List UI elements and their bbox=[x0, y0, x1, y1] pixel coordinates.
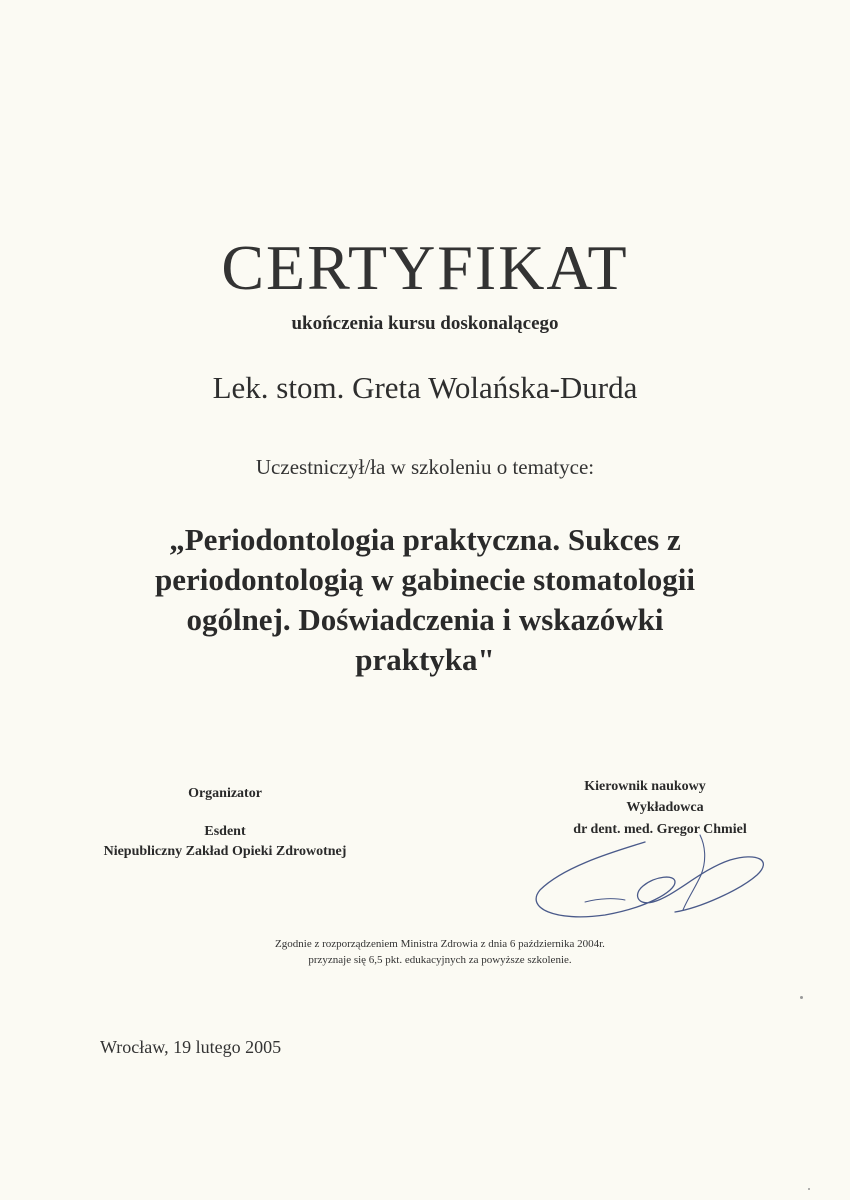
paper-speck bbox=[808, 1188, 810, 1190]
scientific-director-label: Kierownik naukowy bbox=[584, 779, 706, 794]
certificate-title: CERTYFIKAT bbox=[221, 232, 629, 303]
course-topic bbox=[110, 520, 740, 680]
lecturer-name: dr dent. med. Gregor Chmiel bbox=[573, 822, 747, 837]
course-topic-line: periodontologią w gabinecie stomatologii bbox=[155, 562, 695, 597]
signature-stroke bbox=[536, 842, 763, 917]
points-note: przyznaje się 6,5 pkt. edukacyjnych za powyższe szkolenie. bbox=[308, 954, 572, 966]
organizer-label: Organizator bbox=[188, 786, 262, 801]
organizer-description: Niepubliczny Zakład Opieki Zdrowotnej bbox=[103, 844, 347, 859]
signature-stroke bbox=[683, 835, 705, 910]
course-topic-line: ogólnej. Doświadczenia i wskazówki bbox=[186, 602, 664, 637]
participation-statement: Uczestniczył/ła w szkoleniu o tematyce: bbox=[255, 455, 595, 479]
certificate-subtitle: ukończenia kursu doskonalącego bbox=[291, 313, 559, 334]
recipient-name: Lek. stom. Greta Wolańska-Durda bbox=[212, 370, 638, 405]
lecturer-label: Wykładowca bbox=[626, 800, 704, 815]
course-topic-line: „Periodontologia praktyczna. Sukces z bbox=[169, 522, 681, 557]
paper-speck bbox=[800, 996, 803, 999]
organizer-name: Esdent bbox=[204, 824, 246, 839]
regulation-note: Zgodnie z rozporządzeniem Ministra Zdrowia z dnia 6 października 2004r. bbox=[275, 938, 605, 950]
handwritten-signature bbox=[525, 830, 775, 925]
signature-stroke bbox=[585, 899, 625, 902]
course-topic-line: praktyka" bbox=[355, 642, 495, 677]
place-and-date: Wrocław, 19 lutego 2005 bbox=[100, 1037, 282, 1057]
